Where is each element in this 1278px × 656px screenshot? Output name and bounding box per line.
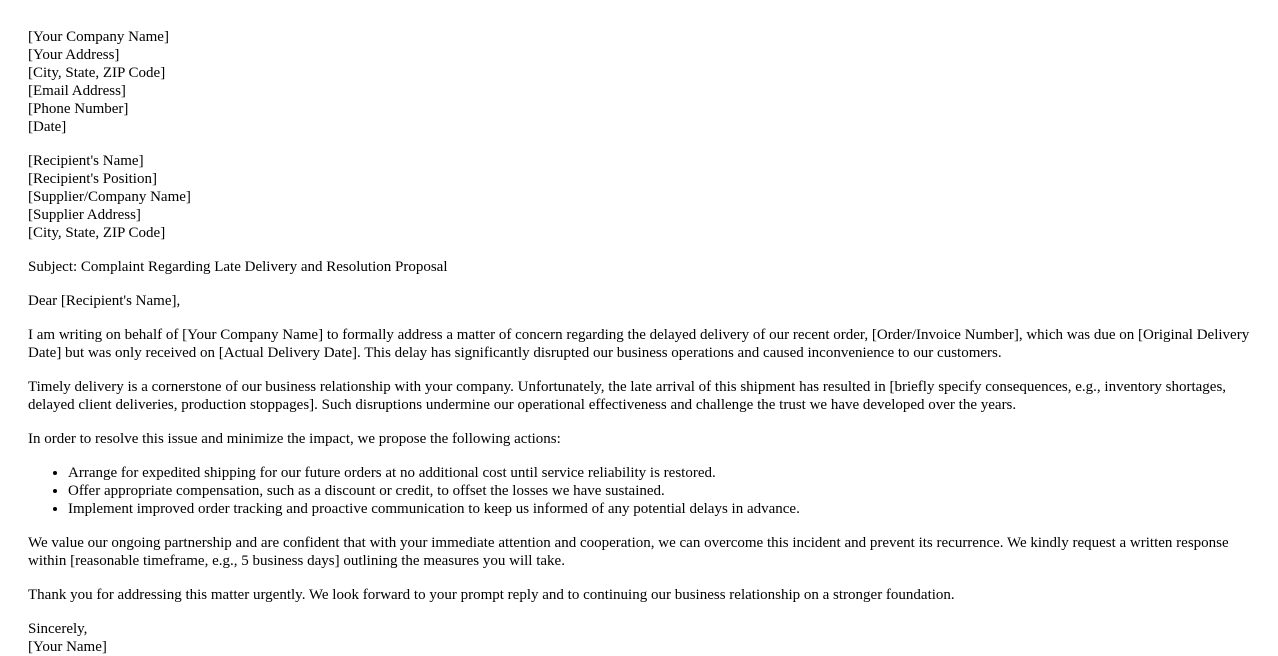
signature-name: [Your Name] bbox=[28, 639, 107, 655]
list-item: • Arrange for expedited shipping for our future orders at no additional cost until service reliability is restored. bbox=[68, 464, 1258, 482]
salutation: Dear [Recipient's Name], bbox=[28, 293, 181, 309]
sender-city-state-zip: [City, State, ZIP Code] bbox=[28, 65, 166, 81]
proposed-actions-list bbox=[28, 464, 1258, 518]
sender-address: [Your Address] bbox=[28, 47, 120, 63]
sender-email: [Email Address] bbox=[28, 83, 126, 99]
recipient-name: [Recipient's Name] bbox=[28, 153, 144, 169]
recipient-city-state-zip: [City, State, ZIP Code] bbox=[28, 225, 166, 241]
sender-phone: [Phone Number] bbox=[28, 101, 129, 117]
list-item: • Implement improved order tracking and proactive communication to keep us informed of any potential delays in advance. bbox=[68, 500, 1258, 518]
recipient-address: [Supplier Address] bbox=[28, 207, 141, 223]
sender-block bbox=[28, 28, 1258, 136]
recipient-position: [Recipient's Position] bbox=[28, 171, 157, 187]
subject-line: Subject: Complaint Regarding Late Delivery and Resolution Proposal bbox=[28, 259, 448, 275]
sender-company: [Your Company Name] bbox=[28, 29, 169, 45]
letter-date: [Date] bbox=[28, 119, 67, 135]
recipient-block bbox=[28, 152, 1258, 242]
body-paragraph: Timely delivery is a cornerstone of our business relationship with your company. Unfortunately, the late arrival of this shipment has resulted in [briefly specify consequences, e.g., inventory shortages, delayed client deliveries, production stoppages]. Such disruptions undermine our operational effectiveness and challenge the trust we have developed over the years. bbox=[28, 379, 1227, 413]
signoff: Sincerely, bbox=[28, 621, 88, 637]
list-item: • Offer appropriate compensation, such as a discount or credit, to offset the losses we have sustained. bbox=[68, 482, 1258, 500]
signature-block bbox=[28, 620, 1258, 656]
closing-paragraph: Thank you for addressing this matter urgently. We look forward to your prompt reply and to continuing our business relationship on a stronger foundation. bbox=[28, 587, 955, 603]
body-paragraph: In order to resolve this issue and minimize the impact, we propose the following actions: bbox=[28, 431, 561, 447]
letter-document bbox=[28, 28, 1258, 656]
closing-paragraph: We value our ongoing partnership and are confident that with your immediate attention and cooperation, we can overcome this incident and prevent its recurrence. We kindly request a written response within [reasonable timeframe, e.g., 5 business days] outlining the measures you will take. bbox=[28, 535, 1229, 569]
recipient-company: [Supplier/Company Name] bbox=[28, 189, 191, 205]
body-paragraph: I am writing on behalf of [Your Company Name] to formally address a matter of concern regarding the delayed delivery of our recent order, [Order/Invoice Number], which was due on [Original Delivery Date] but was only received on [Actual Delivery Date]. This delay has significantly disrupted our business operations and caused inconvenience to our customers. bbox=[28, 327, 1250, 361]
